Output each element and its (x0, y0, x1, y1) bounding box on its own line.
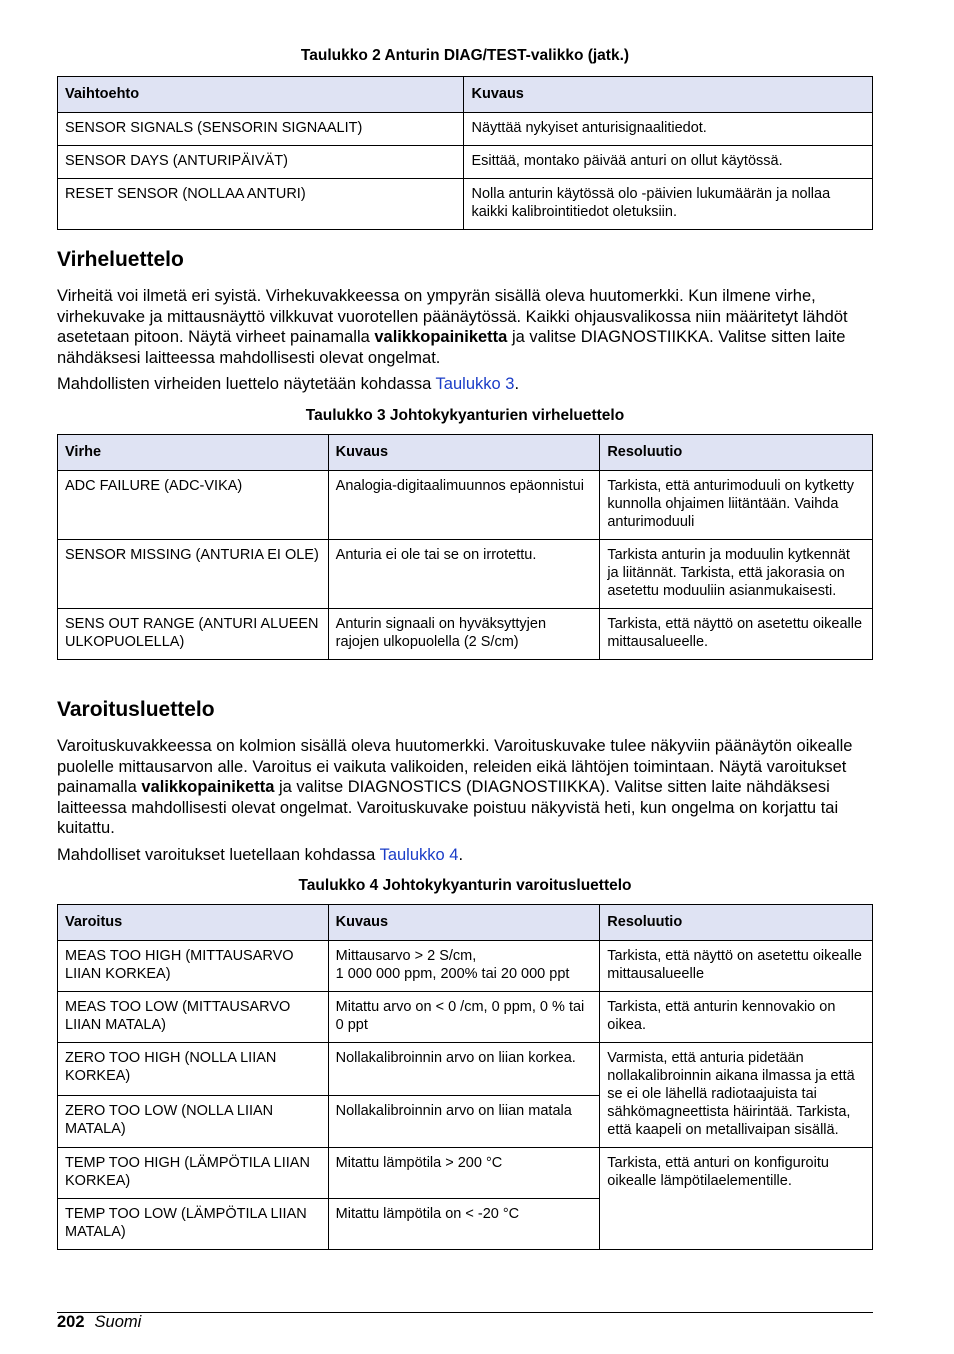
warning-cell: MEAS TOO LOW (MITTAUSARVO LIIAN MATALA) (58, 992, 329, 1043)
description-cell (328, 941, 600, 992)
description-cell: Anturin signaali on hyväksyttyjen rajojen ulkopuolella (2 S/cm) (328, 609, 600, 660)
option-cell: RESET SENSOR (NOLLAA ANTURI) (58, 179, 464, 230)
table-row (58, 1148, 873, 1199)
table-header-row (58, 905, 873, 941)
warning-cell: TEMP TOO HIGH (LÄMPÖTILA LIIAN KORKEA) (58, 1148, 329, 1199)
header-cell: Vaihtoehto (58, 77, 464, 113)
errors-reference-paragraph (57, 374, 873, 395)
description-cell: Mitattu lämpötila on < -20 °C (328, 1199, 600, 1250)
description-cell: Esittää, montako päivää anturi on ollut käytössä. (464, 146, 873, 179)
header-cell: Resoluutio (600, 435, 873, 471)
description-cell: Mitattu lämpötila > 200 °C (328, 1148, 600, 1199)
table-header-row (58, 435, 873, 471)
table-row (58, 179, 873, 230)
errors-paragraph (57, 286, 873, 368)
description-cell: Nolla anturin käytössä olo -päivien lukumäärän ja nollaa kaikki kalibrointitiedot oletuksiin. (464, 179, 873, 230)
paragraph-text: Mahdolliset varoitukset luetellaan kohdassa (57, 846, 380, 864)
table-row (58, 609, 873, 660)
option-cell: SENSOR SIGNALS (SENSORIN SIGNAALIT) (58, 113, 464, 146)
paragraph-text: ja valitse DIAGNOSTICS (DIAGNOSTIIKKA). Valitse sitten laite nähdäksesi laitteessa mahdollisesti olevat ongelmat. Varoituskuvake poistuu näkyvistä heti, kun ongelma on korjattu tai kuitattu. (57, 778, 839, 837)
warnings-reference-paragraph (57, 845, 873, 866)
table-row (58, 146, 873, 179)
table3-caption: Taulukko 3 Johtokykyanturien virheluettelo (305, 407, 625, 424)
resolution-cell: Varmista, että anturia pidetään nollakalibroinnin aikana ilmassa ja että se ei ole lähellä radiotaajuista tai sähkömagneettista häirintää. Tarkista, että kaapeli on metallivaipan sisällä. (600, 1043, 873, 1148)
error-cell: ADC FAILURE (ADC-VIKA) (58, 471, 329, 540)
table3 (57, 434, 873, 660)
page-number: 202 (57, 1313, 85, 1331)
table4-caption: Taulukko 4 Johtokykyanturin varoitusluettelo (298, 877, 632, 894)
resolution-cell: Tarkista, että anturin kennovakio on oikea. (600, 992, 873, 1043)
paragraph-bold-text: valikkopainiketta (141, 778, 275, 796)
resolution-cell: Tarkista, että näyttö on asetettu oikealle mittausalueelle. (600, 609, 873, 660)
resolution-cell: Tarkista, että näyttö on asetettu oikealle mittausalueelle (600, 941, 873, 992)
description-cell: Analogia-digitaalimuunnos epäonnistui (328, 471, 600, 540)
option-cell: SENSOR DAYS (ANTURIPÄIVÄT) (58, 146, 464, 179)
description-cell: Näyttää nykyiset anturisignaalitiedot. (464, 113, 873, 146)
table-row (58, 540, 873, 609)
resolution-cell: Tarkista, että anturi on konfiguroitu oikealle lämpötilaelementille. (600, 1148, 873, 1250)
header-cell: Kuvaus (328, 905, 600, 941)
section-heading-warnings: Varoitusluettelo (57, 698, 215, 721)
table2 (57, 76, 873, 230)
page-footer (57, 1313, 141, 1332)
table-row (58, 992, 873, 1043)
warning-cell: ZERO TOO HIGH (NOLLA LIIAN KORKEA) (58, 1043, 329, 1096)
paragraph-text: Virheitä voi ilmetä eri syistä. Virhekuvakkeessa on ympyrän sisällä oleva huutomerkki. Kun ilmene virhe, virhekuvake ja mittausnäyttö vilkkuvat vuorotellen päänäytössä. Kaikki ohjausvalikossa niin määritetyt lähdöt asetetaan pitoon. Näytä virheet painamalla (57, 287, 848, 346)
header-cell: Virhe (58, 435, 329, 471)
description-line: Mittausarvo > 2 S/cm, (335, 948, 477, 964)
header-cell: Kuvaus (464, 77, 873, 113)
footer-divider (57, 1312, 873, 1313)
warning-cell: ZERO TOO LOW (NOLLA LIIAN MATALA) (58, 1095, 329, 1148)
description-cell: Nollakalibroinnin arvo on liian korkea. (328, 1043, 600, 1096)
paragraph-text: Varoituskuvakkeessa on kolmion sisällä oleva huutomerkki. Varoituskuvake tulee näkyviin päänäytön oikealle puolelle mittausarvon alle. Varoitus ei vaikuta valikoiden, releiden eikä lähtöjen toimintaan. Näytä varoitukset painamalla (57, 737, 853, 796)
paragraph-bold-text: valikkopainiketta (374, 328, 508, 346)
header-cell: Kuvaus (328, 435, 600, 471)
resolution-cell: Tarkista anturin ja moduulin kytkennät ja liitännät. Tarkista, että jakorasia on asetettu moduuliin asianmukaisesti. (600, 540, 873, 609)
table-row (58, 941, 873, 992)
table-row (58, 113, 873, 146)
section-heading-errors: Virheluettelo (57, 248, 184, 271)
paragraph-text: ja valitse DIAGNOSTIIKKA. Valitse sitten laite nähdäksesi laitteessa mahdollisesti olevat ongelmat. (57, 328, 846, 367)
table4-link[interactable]: Taulukko 4 (379, 846, 459, 864)
description-line: 1 000 000 ppm, 200% tai 20 000 ppt (335, 966, 570, 982)
paragraph-text: . (458, 846, 464, 864)
description-cell: Nollakalibroinnin arvo on liian matala (328, 1095, 600, 1148)
paragraph-text: Mahdollisten virheiden luettelo näytetään kohdassa (57, 375, 436, 393)
header-cell: Resoluutio (600, 905, 873, 941)
error-cell: SENSOR MISSING (ANTURIA EI OLE) (58, 540, 329, 609)
error-cell: SENS OUT RANGE (ANTURI ALUEEN ULKOPUOLELLA) (58, 609, 329, 660)
warnings-paragraph (57, 736, 873, 839)
warning-cell: MEAS TOO HIGH (MITTAUSARVO LIIAN KORKEA) (58, 941, 329, 992)
table-header-row (58, 77, 873, 113)
table3-link[interactable]: Taulukko 3 (435, 375, 515, 393)
table-row (58, 1043, 873, 1096)
footer-language: Suomi (94, 1313, 142, 1331)
header-cell: Varoitus (58, 905, 329, 941)
resolution-cell: Tarkista, että anturimoduuli on kytketty kunnolla ohjaimen liitäntään. Vaihda anturimoduuli (600, 471, 873, 540)
description-cell: Anturia ei ole tai se on irrotettu. (328, 540, 600, 609)
table2-caption: Taulukko 2 Anturin DIAG/TEST-valikko (jatk.) (300, 47, 630, 64)
table4 (57, 904, 873, 1250)
description-cell: Mitattu arvo on < 0 /cm, 0 ppm, 0 % tai 0 ppt (328, 992, 600, 1043)
table-row (58, 471, 873, 540)
warning-cell: TEMP TOO LOW (LÄMPÖTILA LIIAN MATALA) (58, 1199, 329, 1250)
paragraph-text: . (514, 375, 520, 393)
